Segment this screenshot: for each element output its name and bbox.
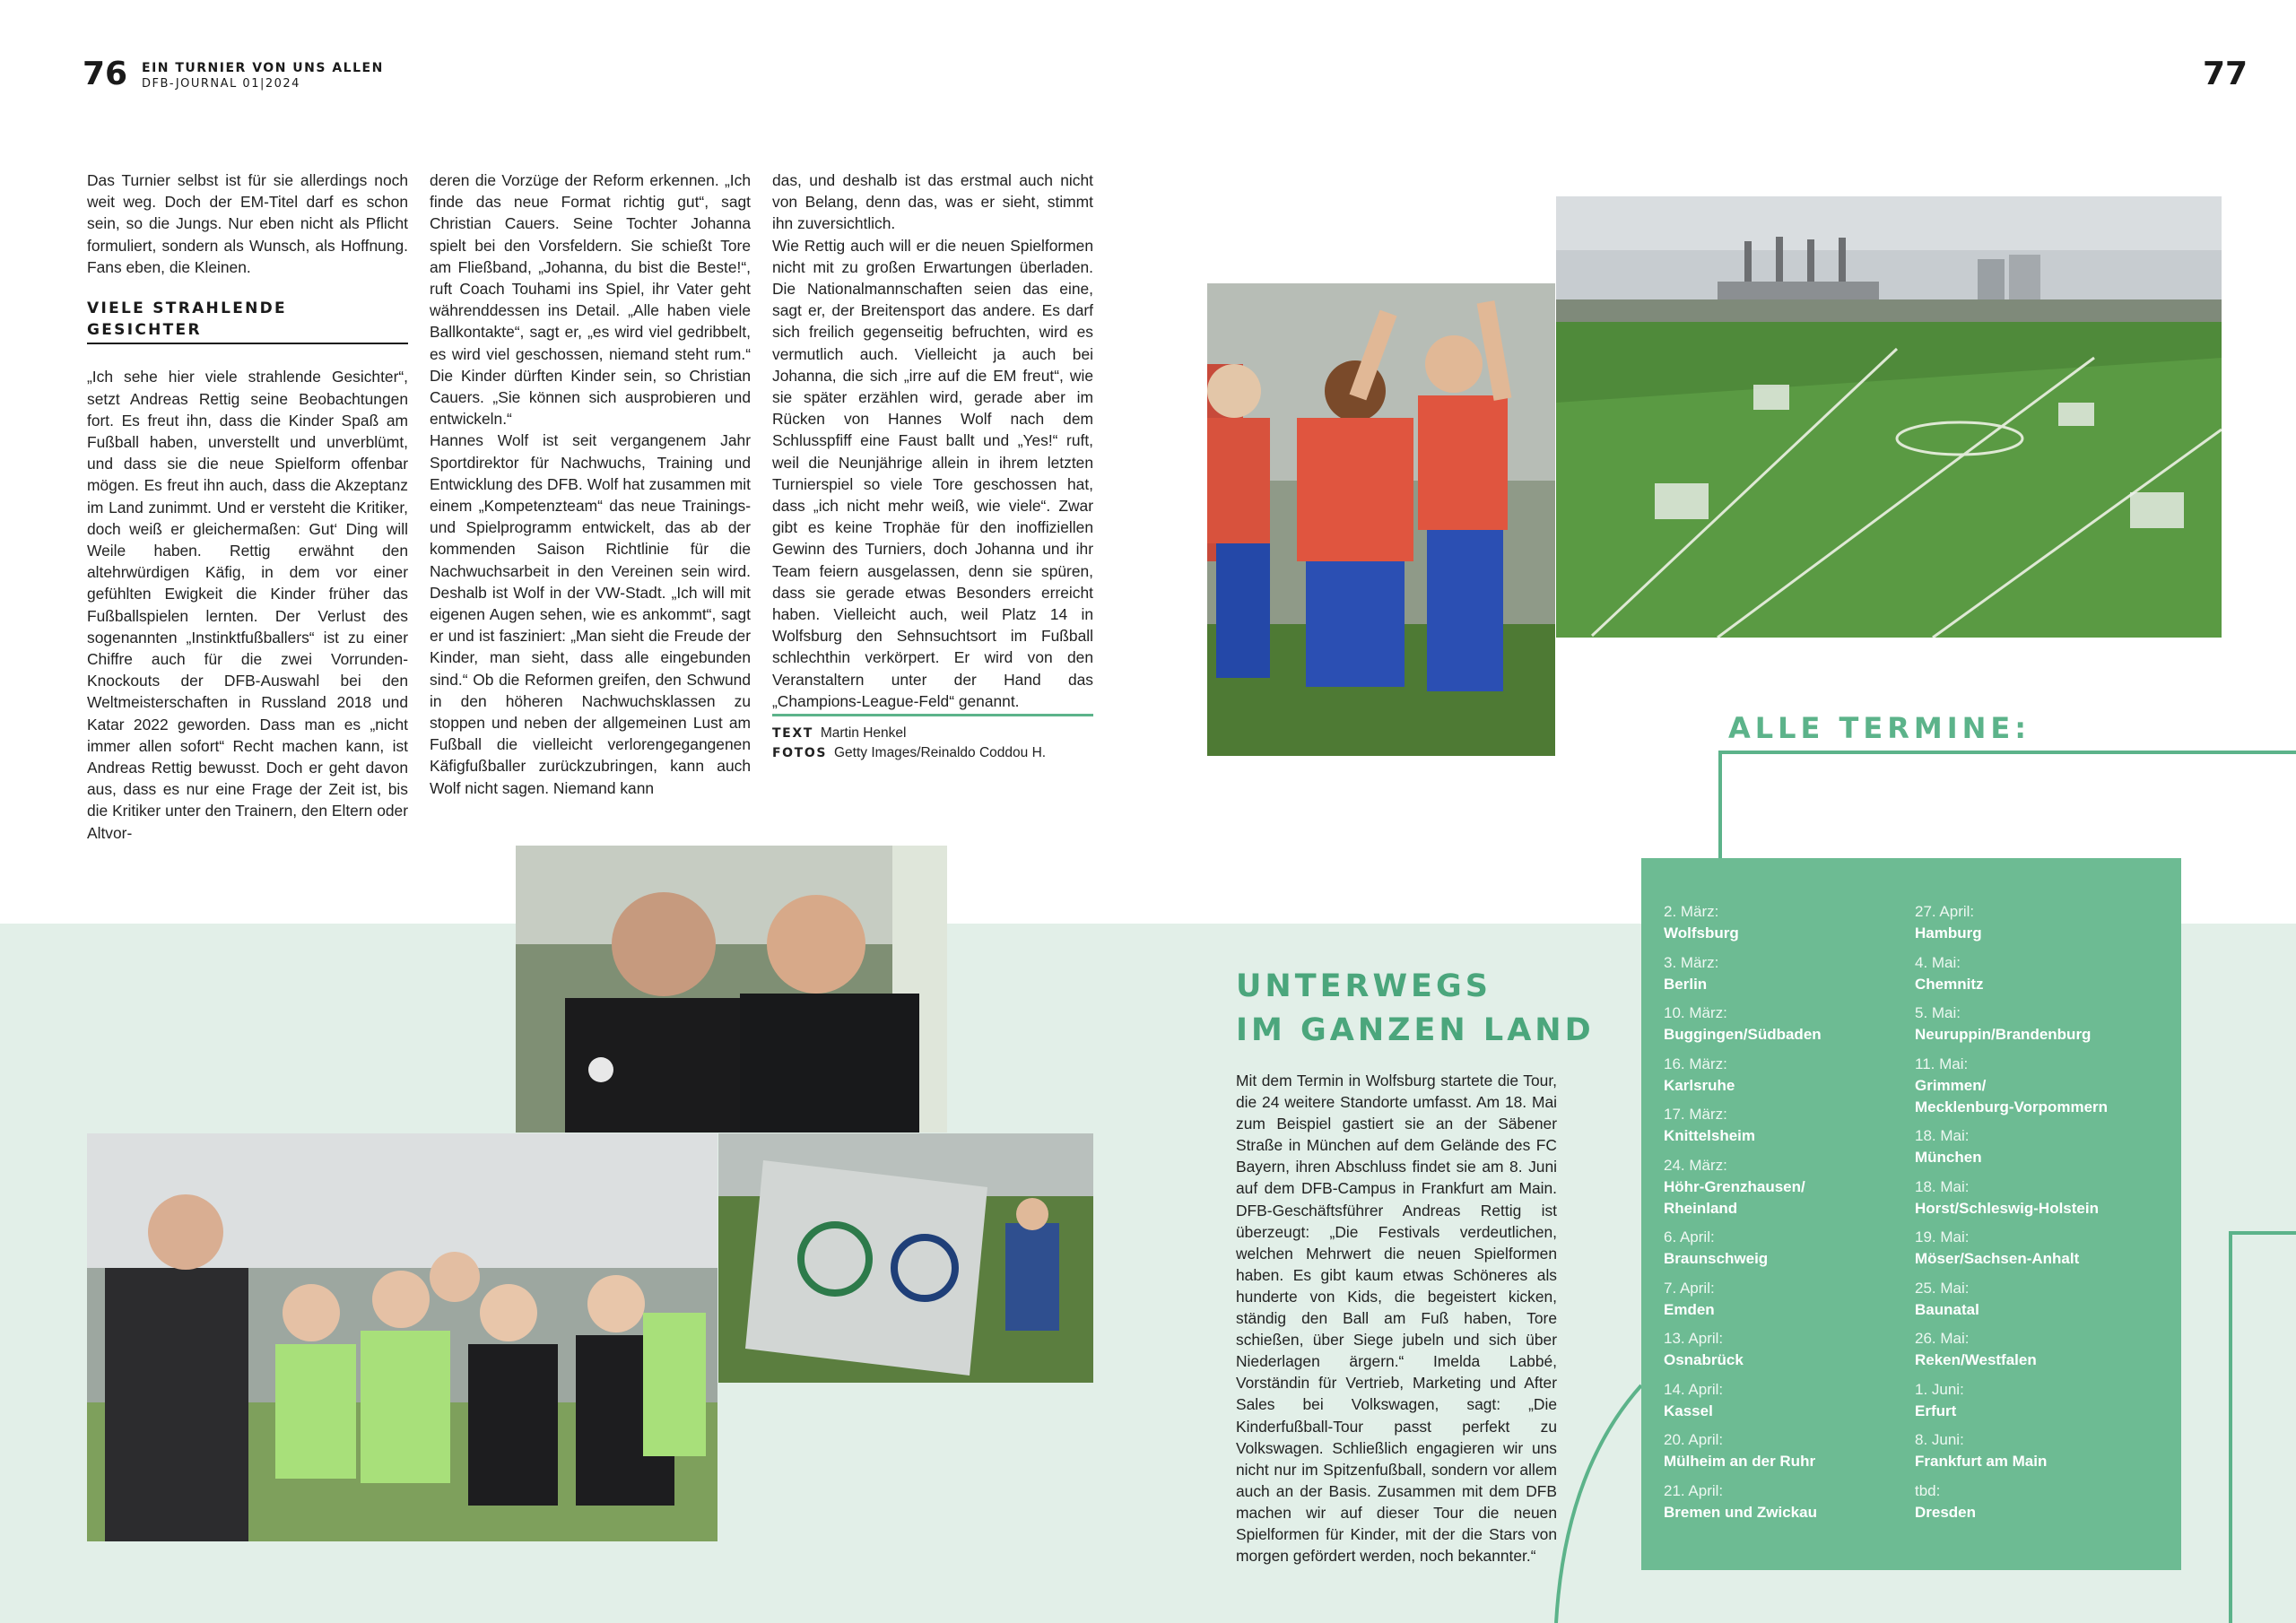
schedule-item (1664, 1002, 1915, 1054)
schedule-place: Emden (1664, 1300, 1715, 1318)
photo-girls-selfie (87, 1133, 718, 1541)
paragraph: Hannes Wolf ist seit vergangenem Jahr Sportdirektor für Nachwuchs, Training und Entwicklung des DFB. Wolf hat zusammen mit einem „Kompetenzteam“ das neue Trainings- und Spielprogramm entwickelt, das ab der kommenden Saison Richtlinie für die Nachwuchsarbeit in den Vereinen sein wird. Deshalb ist Wolf in der VW-Stadt. „Ich will mit eigenen Augen sehen, wie es ankommt“, sagt er und ist fasziniert: „Man sieht die Freude der Kinder, man sieht, dass alle eingebunden sind.“ Ob die Reformen greifen, den Schwund in den höheren Nachwuchsklassen zu stoppen und neben der allgemeinen Lust am Fußball die vielleicht verlorengegangenen Käfigfußballer zurückzubringen, kann auch Wolf nicht sagen. Niemand kann (430, 431, 751, 797)
credits (772, 714, 1093, 763)
schedule-item (1664, 1227, 1915, 1278)
schedule-date: 17. März: (1664, 1106, 1727, 1123)
credit-name: Getty Images/Reinaldo Coddou H. (834, 745, 1047, 760)
schedule-place: Chemnitz (1915, 975, 1984, 993)
schedule-item (1915, 1002, 2157, 1054)
photo-tournament-field (1556, 196, 2222, 638)
schedule-box (1641, 858, 2181, 1570)
schedule-date: 24. März: (1664, 1156, 1727, 1174)
schedule-place: Knittelsheim (1664, 1127, 1756, 1144)
schedule-place: Wolfsburg (1664, 924, 1739, 942)
schedule-column-left (1664, 901, 1915, 1531)
schedule-item (1664, 1480, 1915, 1532)
termine-heading: ALLE TERMINE: (1728, 711, 2031, 745)
schedule-place: Höhr-Grenzhausen/ (1664, 1177, 1805, 1195)
schedule-date: 3. März: (1664, 953, 1719, 971)
page-number-left: 76 (83, 56, 128, 92)
page-number-right: 77 (2203, 56, 2248, 92)
schedule-item (1664, 952, 1915, 1003)
schedule-place: Horst/Schleswig-Holstein (1915, 1199, 2099, 1217)
running-header (142, 61, 384, 91)
schedule-item (1664, 1429, 1915, 1480)
photo-kids-celebrating (1207, 283, 1555, 756)
schedule-place: Bremen und Zwickau (1664, 1503, 1817, 1521)
schedule-place: Osnabrück (1664, 1351, 1744, 1368)
photo-credit (772, 743, 1093, 763)
schedule-date: 5. Mai: (1915, 1004, 1961, 1021)
schedule-item (1664, 1054, 1915, 1105)
schedule-grid (1664, 901, 2158, 1531)
schedule-item (1915, 1227, 2157, 1278)
schedule-place: München (1915, 1149, 1982, 1166)
schedule-place-line2: Rheinland (1664, 1199, 1738, 1217)
subheading: VIELE STRAHLENDE GESICHTER (87, 298, 408, 344)
article-column-2 (430, 169, 751, 799)
schedule-place: Dresden (1915, 1503, 1977, 1521)
issue-label: DFB-JOURNAL 01|2024 (142, 77, 300, 91)
schedule-place: Karlsruhe (1664, 1076, 1735, 1094)
paragraph: Das Turnier selbst ist für sie allerdings noch weit weg. Doch der EM-Titel darf es schon sein, so die Jungs. Nur eben nicht als Pflicht formuliert, sondern als Wunsch, als Hoffnung. Fans eben, die Kleinen. (87, 171, 408, 276)
schedule-date: 16. März: (1664, 1055, 1727, 1072)
schedule-item (1915, 1480, 2157, 1532)
schedule-place: Kassel (1664, 1402, 1713, 1419)
sidebar-title (1236, 965, 1595, 1053)
credit-label: TEXT (772, 726, 813, 741)
schedule-place: Baunatal (1915, 1300, 1979, 1318)
schedule-place: Braunschweig (1664, 1250, 1769, 1267)
photo-mini-goal (718, 1133, 1093, 1383)
schedule-item (1664, 1379, 1915, 1430)
schedule-item (1915, 1054, 2157, 1126)
schedule-date: 18. Mai: (1915, 1127, 1970, 1144)
schedule-date: 1. Juni: (1915, 1380, 1964, 1398)
schedule-date: 2. März: (1664, 903, 1719, 920)
paragraph: „Ich sehe hier viele strahlende Gesichter“, setzt Andreas Rettig seine Beobachtungen fort. Es freut ihn, dass die Kinder Spaß am Fußball haben, unverstellt und unverblümt, und dass sie die neue Spielform offenbar mögen. Es freut ihn auch, dass die Akzeptanz im Land zunimmt. Und er versteht die Kritiker, doch weiß er gleichermaßen: Gut‘ Ding will Weile haben. Rettig erwähnt den altehrwürdigen Käfig, in dem vor einer gefühlten Ewigkeit die Kinder früher das Fußballspielen lernten. Der Verlust des sogenannten „Instinktfußballers“ ist zu einer Chiffre auch für die zwei Vorrunden-Knockouts der DFB-Auswahl bei den Weltmeisterschaften in Russland 2018 und Katar 2022 geworden. Dass man es „nicht immer allen sofort“ Recht machen kann, ist Andreas Rettig bewusst. Doch er geht davon aus, dass es nur eine Frage der Zeit ist, bis die Kritiker unter den Trainern, den Eltern oder Altvor- (87, 368, 408, 842)
paragraph: Wie Rettig auch will er die neuen Spielformen nicht mit zu großen Erwartungen überladen. Die Nationalmannschaften seien das eine, sagt er, der Breitensport das andere. Es darf sich freilich gegenseitig befruchten, wird es vermutlich auch. Vielleicht ja auch bei Johanna, die sich „irre auf die EM freut“, wie sie später erzählen wird, gerade aber im Rücken von Hannes Wolf nach dem Schlusspfiff eine Faust ballt und „Yes!“ ruft, weil die Neunjährige allein in ihrem letzten Turnierspiel so viele Tore geschossen hat, dass „ich nicht mehr weiß, wie viele“. Zwar gibt es keine Trophäe für den inoffiziellen Gewinn des Turniers, doch Johanna und ihr Team feiern ausgelassen, denn sie spüren, dass sie gerade etwas Besonders erreicht haben. Vielleicht auch, weil Platz 14 in Wolfsburg den Sehnsuchtsort im Fußball schlechthin verkörpert. Er wird von den Veranstaltern unter der Hand das „Champions-League-Feld“ genannt. (772, 236, 1093, 710)
schedule-item (1915, 901, 2157, 952)
schedule-place: Hamburg (1915, 924, 1982, 942)
credit-label: FOTOS (772, 746, 827, 760)
schedule-item (1915, 1328, 2157, 1379)
schedule-date: 4. Mai: (1915, 953, 1961, 971)
schedule-date: 18. Mai: (1915, 1177, 1970, 1195)
schedule-date: 19. Mai: (1915, 1228, 1970, 1245)
schedule-date: 25. Mai: (1915, 1279, 1970, 1297)
schedule-item (1915, 1125, 2157, 1176)
schedule-place: Neuruppin/Brandenburg (1915, 1026, 2092, 1043)
sidebar-body: Mit dem Termin in Wolfsburg startete die Tour, die 24 weitere Standorte umfasst. Am 18. Mai zum Beispiel gastiert sie an der Säbener Straße in München auf dem Gelände des FC Bayern, ihren Abschluss findet sie am 8. Juni auf dem DFB-Campus in Frankfurt am Main. DFB-Geschäftsführer Andreas Rettig ist überzeugt: „Die Festivals verdeutlichen, welchen Mehrwert die neuen Spielformen haben. Es gibt kaum etwas Schöneres als hunderte von Kids, die begeistert kicken, ständig den Ball am Fuß haben, Tore schießen, über Siege jubeln und sich über Niederlagen ärgern.“ Imelda Labbé, Vorständin für Vertrieb, Marketing und After Sales bei Volkswagen, sagt: „Die Kinderfußball-Tour passt perfekt zu Volkswagen. Schließlich engagieren wir uns nicht nur im Spitzenfußball, sondern vor allem auch an der Basis. Zusammen mit dem DFB machen wir auf dieser Tour die neuen Spielformen für Kinder, mit der die Stars von morgen gefördert werden, noch bekannter.“ (1236, 1072, 1557, 1566)
article-column-3 (772, 169, 1093, 712)
schedule-date: 7. April: (1664, 1279, 1715, 1297)
schedule-place: Buggingen/Südbaden (1664, 1026, 1822, 1043)
schedule-date: tbd: (1915, 1481, 1941, 1499)
schedule-item (1664, 1278, 1915, 1329)
schedule-place: Grimmen/ (1915, 1076, 1987, 1094)
title-line: IM GANZEN LAND (1236, 1012, 1595, 1048)
schedule-date: 21. April: (1664, 1481, 1724, 1499)
schedule-date: 20. April: (1664, 1431, 1724, 1448)
schedule-place: Erfurt (1915, 1402, 1957, 1419)
schedule-place: Berlin (1664, 975, 1708, 993)
schedule-place: Frankfurt am Main (1915, 1453, 2048, 1470)
magazine-title: EIN TURNIER VON UNS ALLEN (142, 61, 384, 75)
schedule-date: 10. März: (1664, 1004, 1727, 1021)
schedule-item (1664, 1155, 1915, 1228)
paragraph: deren die Vorzüge der Reform erkennen. „Ich finde das neue Format richtig gut“, sagt Christian Cauers. Seine Tochter Johanna spielt bei den Vorsfeldern. Sie schießt Tore am Fließband, „Johanna, du bist die Beste!“, ruft Coach Touhami ins Spiel, ihr Vater geht währenddessen ins Detail. „Alle haben viele Ballkontakte“, sagt er, „es wird viel gedribbelt, es wird viel geschossen, niemand steht rum.“ Die Kinder dürften Kinder sein, so Christian Cauers. „Sie können sich ausprobieren und entwickeln.“ (430, 171, 751, 429)
schedule-item (1915, 1429, 2157, 1480)
schedule-date: 8. Juni: (1915, 1431, 1964, 1448)
schedule-date: 6. April: (1664, 1228, 1715, 1245)
schedule-place: Reken/Westfalen (1915, 1351, 2037, 1368)
schedule-item (1915, 1379, 2157, 1430)
credit-name: Martin Henkel (820, 725, 907, 741)
schedule-item (1664, 901, 1915, 952)
schedule-date: 27. April: (1915, 903, 1975, 920)
schedule-item (1915, 1176, 2157, 1228)
title-line: UNTERWEGS (1236, 968, 1492, 1004)
schedule-item (1915, 952, 2157, 1003)
schedule-item (1664, 1328, 1915, 1379)
schedule-date: 11. Mai: (1915, 1055, 1969, 1072)
schedule-place: Mülheim an der Ruhr (1664, 1453, 1816, 1470)
article-column-1 (87, 169, 408, 844)
schedule-date: 26. Mai: (1915, 1330, 1970, 1347)
schedule-place: Möser/Sachsen-Anhalt (1915, 1250, 2080, 1267)
schedule-column-right (1915, 901, 2157, 1531)
schedule-date: 13. April: (1664, 1330, 1724, 1347)
schedule-place-line2: Mecklenburg-Vorpommern (1915, 1098, 2109, 1115)
schedule-item (1915, 1278, 2157, 1329)
photo-officials (516, 846, 947, 1133)
schedule-date: 14. April: (1664, 1380, 1724, 1398)
paragraph: das, und deshalb ist das erstmal auch nicht von Belang, denn das, was er sieht, stimmt ihn zuversichtlich. (772, 171, 1093, 233)
schedule-item (1664, 1104, 1915, 1155)
text-credit (772, 724, 1093, 743)
